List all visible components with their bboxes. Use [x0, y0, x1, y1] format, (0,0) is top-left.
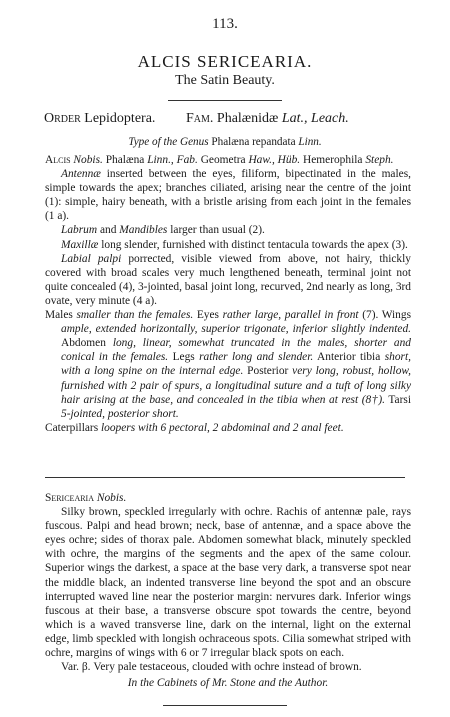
common-name: The Satin Beauty. — [175, 73, 275, 88]
family-value: Phalænidæ — [216, 111, 279, 126]
character-text: Eyes — [196, 309, 219, 322]
type-author: Linn. — [298, 136, 322, 148]
character-text: Legs — [172, 351, 195, 364]
genus-name: Alcis — [45, 154, 71, 166]
variety-text: Very pale testaceous, clouded with ochre instead of brown. — [93, 661, 362, 674]
character-text: smaller than the females. — [76, 309, 194, 322]
species-name: Sericearia — [45, 492, 94, 504]
character-text: ample, extended horizontally, superior trigonate, inferior slightly indented. — [61, 323, 411, 336]
character-text: (7). Wings — [362, 309, 412, 322]
males-paragraph — [45, 308, 411, 421]
character-label: Labial palpi — [61, 252, 122, 265]
cabinets-text: Author. — [294, 677, 329, 690]
genus-description — [45, 153, 411, 435]
character-label: Maxillæ — [61, 238, 99, 251]
type-prefix: Type of the Genus — [128, 136, 209, 148]
character-text: very long, robust, hollow, furnished with 2 pair of spurs, a longitudinal suture and a tuft of long silky hair arising at the base, and concealed in the tibia when at rest (8†). — [61, 365, 411, 406]
synonym-text: Geometra — [200, 154, 246, 166]
labial-palpi-paragraph — [45, 252, 411, 308]
labrum-paragraph — [45, 223, 411, 237]
character-text: larger than usual (2). — [170, 224, 265, 237]
caterpillars-paragraph — [45, 421, 411, 435]
genus-synonymy — [45, 153, 411, 167]
character-text: Males — [45, 309, 73, 322]
character-text: long slender, furnished with distinct tentacula towards the apex (3). — [101, 238, 408, 251]
cabinets-text: and the — [258, 677, 293, 690]
species-title: ALCIS SERICEARIA. — [137, 52, 313, 71]
family-label: Fam. — [186, 111, 214, 126]
type-name: Phalæna repandata — [211, 136, 296, 148]
variety-paragraph — [45, 660, 411, 674]
character-label: Labrum — [61, 224, 98, 237]
species-author: Nobis. — [96, 492, 127, 504]
title-divider — [168, 100, 282, 101]
species-body: Silky brown, speckled irregularly with ochre. Rachis of antennæ pale, rays fuscous. Palpi and head brown; neck, base of antennæ, and a space above the eyes ochre; sides of thorax pale. Abdomen somewhat black, minutely speckled with ochre, the margins of the segments and the apex of the same colour. Superior wings the darkest, a space at the base very dark, a transverse spot near the middle black, an indented transverse line beyond the spot and an obscure interrupted waved line near the posterior margin: nervures dark. Inferior wings fuscous at their base, a transverse obscure spot towards the centre, beyond which is a waved transverse line, dark on the internal, light on the external edge, limb speckled with longish ochraceous spots. Cilia somewhat striped with ochre, margins of wings with 6 or 7 irregular black spots on each. — [45, 506, 411, 660]
character-text: porrected, visible viewed from above, not hairy, thickly covered with broad scales very much lengthened beneath, terminal joint not quite concealed (4), 3-jointed, basal joint long, recurved, 2nd nearly as long, 3rd ovate, very minute (4 a). — [45, 252, 411, 307]
species-description — [45, 491, 411, 690]
character-text: Posterior — [247, 365, 289, 378]
character-text: long, linear, somewhat truncated in the males, shorter and conical in the females. — [61, 337, 411, 364]
character-text: 5-jointed, posterior short. — [61, 407, 179, 420]
cabinets-line — [45, 676, 411, 690]
character-label: Mandibles — [119, 224, 168, 237]
footer-divider — [163, 705, 287, 706]
antennae-paragraph — [45, 167, 411, 223]
character-text: rather long and slender. — [199, 351, 314, 364]
maxillae-paragraph — [45, 238, 411, 252]
character-label: Antennæ — [61, 168, 101, 181]
cabinets-text: Mr. Stone — [211, 677, 256, 690]
character-text: inserted between the eyes, filiform, bipectinated in the males, simple towards the apex; branches ciliated, arising near the centre of the joint (1): simple, hairy beneath, with a bristle arising from each joint in the females (1 a). — [45, 168, 411, 223]
variety-label: Var. β. — [61, 661, 91, 674]
cabinets-text: In the Cabinets of — [127, 677, 210, 690]
classification-line — [44, 111, 412, 127]
order-value: Lepidoptera. — [84, 111, 156, 126]
synonym-author: Steph. — [365, 154, 394, 166]
genus-type-line — [0, 136, 450, 148]
character-text: rather large, parallel in front — [222, 309, 359, 322]
synonym-author: Linn., Fab. — [147, 154, 198, 166]
order-label: Order — [44, 111, 81, 126]
section-divider — [45, 477, 405, 478]
family-authors: Lat., Leach. — [281, 111, 349, 126]
character-text: short, with a long spine on the internal edge. — [61, 351, 411, 378]
synonym-text: Phalæna — [105, 154, 145, 166]
synonym-author: Haw., Hüb. — [248, 154, 301, 166]
species-heading — [45, 491, 411, 505]
page-number: 113. — [212, 16, 238, 32]
genus-author: Nobis. — [73, 154, 103, 166]
character-text: loopers with 6 pectoral, 2 abdominal and 2 anal feet. — [101, 421, 344, 434]
character-text: Anterior tibia — [317, 351, 381, 364]
synonym-text: Hemerophila — [303, 154, 363, 166]
family-entry — [186, 111, 349, 127]
character-text: Abdomen — [61, 337, 106, 350]
character-text: Caterpillars — [45, 421, 99, 434]
character-text: and — [99, 224, 117, 237]
character-text: Tarsi — [388, 393, 411, 406]
